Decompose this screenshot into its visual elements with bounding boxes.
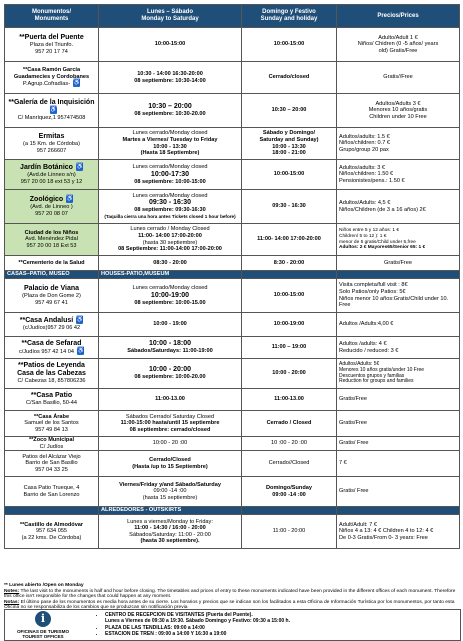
weekday-note: Lunes cerrado/Monday closed [132,130,208,137]
weekend-hours: 10:00 - 20:00 [242,359,337,389]
table-row [5,359,460,389]
monument-name: Patios del Alcázar Viejo [22,453,81,460]
table-row [5,437,460,451]
price-line: old) Gratis/Free [378,47,418,54]
weekday-note: (Hasta 18 Septiembre) [140,150,200,157]
table-row [5,128,460,160]
weekday-hours: Sábados/Saturday: 11:00 - 20:00 [129,531,211,538]
weekday-hours: 10:00-15:00 [99,28,242,62]
weekend-note: Domingo/Sunday [266,485,312,492]
monument-address: Samuel de los Santos [24,420,79,427]
price-line: Adultos /adults: 4 € [339,340,387,347]
notas-label: Notas: [4,599,20,605]
section-label: CASAS–PATIO, MUSEO [5,271,99,279]
price-line: Adultos /Adults:4,00 € [337,313,460,337]
table-row [5,451,460,477]
table-row [5,411,460,437]
weekday-hours: 09:00 -14 :00 [153,488,187,495]
office-item: • CENTRO DE RECEPCION DE VISITANTES (Puerta del Puente). [105,612,463,618]
price-line: Gratis/Free [337,411,460,437]
price-line: menor de 5 gratis/Child under 5,free [339,239,416,245]
monument-phone: c/Judíos 957 42 14 04 [18,348,75,355]
weekday-hours: 10:00 - 13:30 [153,143,187,150]
price-line: Children under 10 Free [369,113,427,120]
notas-text: El último pase de los monumentos es media hora antes de su cierre. Los horarios y precios que se indican son los facilitados a esta Oficina de Información Turística por los monumentos, por tanto esta Oficina no se responsabiliza de los cambios que se produzcan sin notificación previa [4,599,455,611]
monument-phone: 957 266607 [36,147,67,154]
table-row [5,224,460,256]
section-label: ALREDEDORES - OUTSKIRTS [99,507,242,515]
monday-open-note: ** Lunes abierto /Open on Monday [4,583,84,588]
monument-address: Barrio de San Lorenzo [23,491,80,498]
header-row [5,5,460,28]
weekday-hours: 10:00 - 19:00 [99,313,242,337]
weekday-hours: 10:30 - 14:00 16:30-20:00 [137,70,203,77]
price-line: Descuentos grupos y familias [339,372,405,379]
monument-name: **Casa Ramón García Guadamecies y Cordobanes [13,67,90,80]
monument-name: Jardín Botánico [20,163,73,171]
section-label: HOUSES-PATIO,MUSEUM [99,271,242,279]
weekday-hours: Cerrado/Closed [149,457,191,464]
monument-name: **Casa Andalusí [19,317,74,325]
monument-phone: 957 49 67 41 [35,299,68,306]
wheelchair-icon: ♿ [76,317,84,324]
price-line: Niños/ Chidren (0 -5 años/ years [357,41,439,48]
weekday-note: Lunes cerrado/Monday closed [132,284,208,291]
weekend-hours: 09:30 - 16:30 [242,190,337,224]
price-line: Adultos/Adults 3 € [375,100,421,107]
weekday-hours: 11:00- 14:00 17:00-20:00 [138,232,202,239]
weekend-note: Sábado y Domingo/ [262,130,316,137]
monument-subtitle: Casa de las Cabezas [17,370,86,378]
monument-phone: 957 20 08 07 [35,210,68,217]
monument-address: Avd. Menéndez Pidal [25,236,78,243]
weekday-note: Lunes cerrado/Monday closed [132,163,208,170]
notes-label: Notes: [4,588,20,594]
weekday-note: (Hasta /up to 15 Septiembre) [132,463,208,470]
weekend-hours: Cerrado//Closed [242,451,337,477]
table-row [5,337,460,359]
weekday-note: 08 septiembre: 10:00-15:00 [134,178,206,185]
monument-address: (a 15 Km. de Córdoba) [23,140,80,147]
monument-name: **Galería de la Inquisición [8,99,95,107]
weekday-note: Martes a Viernes/ Tuesday to Friday [122,136,218,143]
weekday-note: 08 septiembre: 10:30-14:00 [134,77,206,84]
weekday-hours: 10:00-17:30 [150,170,190,178]
table-row [5,515,460,549]
monument-address: C/San Basilio, 50-44 [26,400,77,407]
weekday-note: 08 septiembre: 10:00-20.00 [134,374,206,381]
weekend-hours: 11:00- 14:00 17:00-20:00 [242,224,337,256]
monument-address: C/ Cabezas 18, 857806236 [17,378,86,385]
table-row [5,28,460,62]
table-row [5,389,460,411]
monument-name: **Casa de Sefarad [21,339,82,347]
weekday-hours: 10:00 - 18:00 [148,340,192,348]
section-header [5,271,460,279]
weekday-note: (Taquilla cierra una hora antes Tickets closed 1 hour before) [104,213,236,219]
price-line: Adultos/Adults: 5€ [339,360,380,367]
table-row [5,62,460,94]
monument-phone: 957 20 00 18 Ext 53 [26,242,77,249]
weekday-hours: 09:30 - 16:30 [148,199,192,207]
weekday-hours: 10:00 - 20:00 [148,366,192,374]
price-line: Niños entre 5 y 12 años: 1 € [339,227,399,233]
weekday-note: 08 Septiembre: 11:00-14:00 17:00-20:00 [118,246,222,253]
weekend-hours: 09:00 -14 :00 [272,491,306,498]
price-line: Gratis/Free [337,256,460,271]
notes-block [4,583,459,611]
wheelchair-icon: ♿ [77,347,85,354]
monument-phone: 957 634 055 [35,528,68,535]
office-item: • PLAZA DE LAS TENDILLAS: 09:00 a 14:00 [105,625,463,631]
weekend-hours: 10:00-15:00 [242,279,337,313]
price-line: Niños/children: 0.7 € [339,140,390,147]
price-line: Niños/children: 1.50 € [339,171,394,178]
table-row [5,279,460,313]
weekday-note: 08 septiembre: cerrado/closed [129,426,211,433]
weekend-hours: 10:00-19:00 [242,313,337,337]
price-line: Niños/Children (de 3 a 16 años) 2€ [339,206,426,213]
weekday-note: Lunes a viernes/Monday to Friday: [127,518,213,525]
section-header [5,507,460,515]
col-weekends: Domingo y Festivo Sunday and holiday [242,5,337,28]
notes-text: The last visit to the monuments is half and hour before closing. The timetables and prices of entry to these monuments indicated have been provided in the different offices of each monument. Therefore this office isn't responsible for the changes that could happen at any moment. [4,588,456,600]
price-line: Gratis//Free [337,62,460,94]
monument-name: Palacio de Viana [23,284,80,292]
tourist-office-logo [13,611,73,639]
schedule-table [4,4,460,549]
monument-address: C/ Judíos [39,443,64,450]
table-row [5,313,460,337]
price-line: Menores 10 años gratis/under 10 Free [339,366,425,373]
weekday-note: Sábados/Saturdays: 11:00-19:00 [127,348,213,355]
weekend-hours: 10:00-15:00 [242,160,337,190]
table-row [5,256,460,271]
col-monuments: Monumentos/ Monuments [5,5,99,28]
price-line: Adultos/Adults: 4,5 € [339,199,391,206]
weekday-hours: 10:00-19:00 [150,291,190,299]
wheelchair-icon: ♿ [75,163,84,170]
price-line: Grupo/group 20 pax [339,146,389,153]
weekday-note: 08 septiembre: 10:30-20.00 [134,111,206,118]
price-line: Solo Patios/only Patios: 5€ [339,288,406,295]
office-item: Lunes a Viernes de 09:30 a 19:30. Sábado Domingo y Festivo: 09:30 a 15:00 h. [105,618,290,625]
office-item: • ESTACION DE TREN : 09:00 a 14:00 Y 16:30 a 19:00 [105,631,463,637]
monument-name: **Puerta del Puente [19,33,84,41]
weekday-note: (hasta 30 septiembre) [142,239,198,246]
price-line: Adult/Adult: 7 € [339,521,377,528]
monument-phone: 957 20 00 18 ext 53 y 12 [20,178,83,185]
monument-phone: 957 49 84 13 [35,426,68,433]
weekday-note: (hasta 30 septiembre). [140,538,200,545]
col-prices: Precios/Prices [337,5,460,28]
weekday-hours: 10:00 - 20 :00 [99,437,242,451]
monument-address: P.Agrup.Cofradías- [22,81,71,88]
table-row [5,160,460,190]
monument-name: **Patios de Leyenda [18,362,85,370]
english-note [4,589,459,600]
price-line: De 0-3 Gratis/From 0- 3 years: Free [339,534,428,541]
weekend-note: Saturday and Sunday) [259,136,319,143]
weekday-note: Viernes/Friday y/and Sábado/Saturday [119,481,221,488]
weekend-hours: 11:00 - 20:00 [242,515,337,549]
price-line: Menores 10 años/gratis [368,107,428,114]
weekday-note: (hasta 15 septiembre) [142,494,198,501]
price-line: 7 € [337,451,460,477]
logo-label: OFICINAS DE TURISMO TOURIST OFFICES [16,629,70,639]
price-line: Gratis/Free [337,389,460,411]
weekday-hours: 10:30 – 20:00 [148,103,192,111]
price-line: Free [339,302,351,309]
price-line: Reducido / reduced: 3 € [339,347,399,354]
weekday-note: 08 septiembre: 09:30-16:30 [134,207,206,214]
weekend-hours: 10 :00 - 20 :00 [242,437,337,451]
price-line: Gratis/ Free [337,437,460,451]
monument-phone: 957 04 33 25 [35,466,68,473]
monument-name: **Castillo de Almodóvar [19,521,84,528]
monument-phone: 957 20 17 74 [35,48,68,55]
monument-name: **Cementerio de la Salud [5,256,99,271]
weekday-hours: 11:00-13.00 [99,389,242,411]
weekend-hours: 11:00-13.00 [242,389,337,411]
info-icon: i [35,611,51,627]
weekday-note: Lunes cerrado/Monday closed [132,192,208,199]
weekend-hours: 10:00 - 13:30 [272,143,306,150]
monument-address: C/ Manríquez,1 957474508 [17,114,86,121]
price-line: Niños 4 a 13: 4 € Children 4 to 12: 4 € [339,528,434,535]
price-line: Adultos/adults: 1.5 € [339,133,390,140]
col-weekdays: Lunes – Sábado Monday to Saturday [99,5,242,28]
weekday-note: Lunes cerrado / Monday Closed [130,226,210,233]
price-line: Adultos/adults: 3 € [339,164,386,171]
weekday-note: 08 septiembre: 10:00-15.00 [134,299,206,306]
weekday-note: Sábados Cerrado/ Saturday Closed [125,413,215,420]
monument-address: (a 22 kms. De Córdoba) [21,534,82,541]
price-line: Niños menor 10 años:Gratis/Child under 10. [339,295,449,302]
price-line: Reduction for groups and families [339,378,414,385]
monument-address: Plaza del Triunfo. [29,41,74,48]
monument-address: Barrio de San Basilio [25,460,78,467]
monument-name: Zoológico [29,195,64,203]
wheelchair-icon: ♿ [49,107,57,114]
monument-phone: (c/Judíos)957 29 06 42 [22,325,81,332]
monument-name: Ciudad de los Niños [24,229,79,236]
price-line: Adultos: 2 € Mayores65/Senior 65: 1 € [339,245,426,251]
price-line: Pensionistes/pens.: 1.50 € [339,177,405,184]
weekend-hours: 11:00 – 19:00 [242,337,337,359]
monument-address: (Plaza de Don Gome 2) [22,292,81,299]
table-row [5,94,460,128]
monument-name: **Zoco Municipal [28,437,75,443]
office-list [95,612,463,638]
weekend-hours: Cerrado / Closed [242,411,337,437]
monument-address: (Avd.de Linneo s/n) [27,171,76,178]
monument-name: Casa Patio Trueque, 4 [23,485,80,492]
price-line: Children/ 5 to 12 ): 1 € [339,233,387,239]
wheelchair-icon: ♿ [73,80,81,87]
weekday-hours: 11:00-15:00 hasta/until 15 septiembre [120,420,220,427]
table-row [5,477,460,507]
monument-address: (Avd. de Linneo ) [30,203,73,210]
monument-name: **Casa Árabe [33,413,70,420]
price-line: Visita completa/full visit : 8€ [339,282,408,289]
weekday-hours: 11:00 - 14:30 / 16:00 - 20:00 [134,525,206,532]
weekend-hours: 8:30 - 20:00 [242,256,337,271]
table-row [5,190,460,224]
price-line: Adulto/Adult 1 € [378,34,418,41]
weekend-hours: 10:00-15:00 [242,28,337,62]
weekend-hours: 10:30 – 20:00 [242,94,337,128]
weekend-hours: Cerrado/closed [242,62,337,94]
weekend-hours: 18:00 - 21:00 [272,150,306,157]
weekday-hours: 08:30 - 20:00 [99,256,242,271]
price-line: Gratis/ Free [337,477,460,507]
monument-name: **Casa Patio [30,392,73,400]
monument-name: Ermitas [38,132,65,140]
tourist-office-footer [4,609,461,641]
wheelchair-icon: ♿ [66,195,74,202]
